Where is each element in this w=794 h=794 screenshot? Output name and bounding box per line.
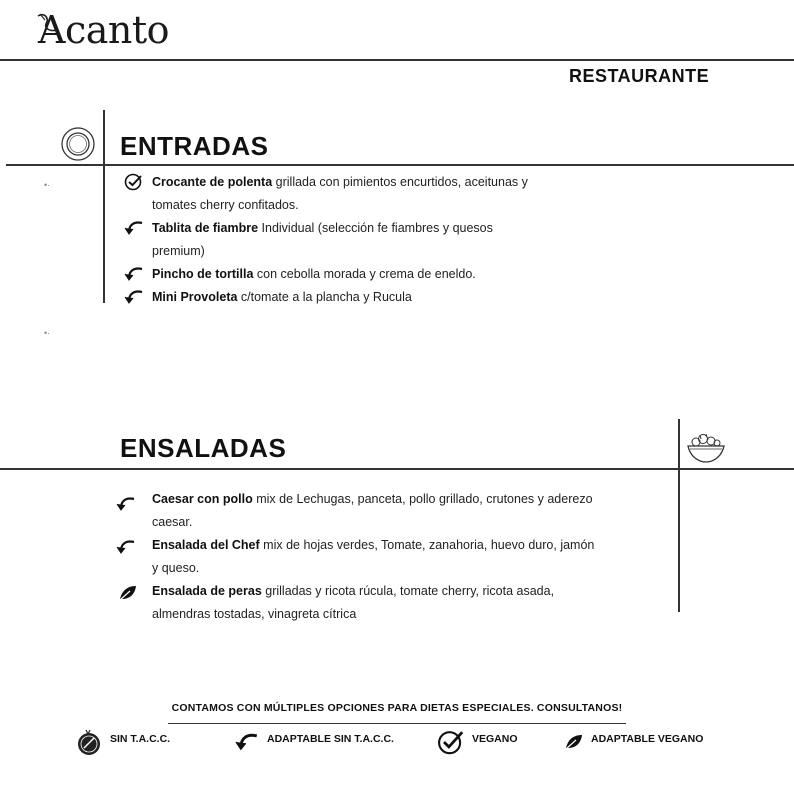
curved-arrow-icon (124, 219, 144, 237)
item-desc-cont: premium) (152, 244, 205, 258)
item-desc: grilladas y ricota rúcula, tomate cherry, ricota asada, (261, 584, 555, 598)
brand-subtitle: RESTAURANTE (569, 66, 710, 86)
curved-arrow-icon (124, 288, 144, 306)
section-title-entradas: ENTRADAS (120, 131, 269, 161)
item-name: Tablita de fiambre (152, 221, 259, 235)
leaf-icon (563, 733, 585, 751)
ensaladas-vertical-rule (678, 419, 680, 612)
vegan-check-icon (124, 173, 144, 191)
menu-item (152, 217, 612, 263)
item-name: Crocante de polenta (152, 175, 273, 189)
sin-tacc-seal-icon (76, 728, 102, 758)
plate-icon (60, 126, 96, 162)
curved-arrow-icon (234, 731, 260, 753)
vegan-check-icon (437, 729, 465, 755)
item-name: Ensalada de peras (152, 584, 262, 598)
menu-item (152, 263, 612, 286)
menu-item (152, 286, 612, 309)
item-desc: con cebolla morada y crema de eneldo. (253, 267, 476, 281)
menu-item (152, 534, 612, 580)
salad-bowl-icon (686, 430, 726, 464)
item-name: Ensalada del Chef (152, 538, 260, 552)
curved-arrow-icon (116, 538, 136, 556)
legend-label-sin-tacc: SIN T.A.C.C. (110, 733, 171, 745)
curved-arrow-icon (116, 495, 136, 513)
decorative-mark: •· (44, 328, 51, 338)
item-name: Pincho de tortilla (152, 267, 254, 281)
item-name: Caesar con pollo (152, 492, 253, 506)
dietary-note: CONTAMOS CON MÚLTIPLES OPCIONES PARA DIETAS ESPECIALES. CONSULTANOS! (171, 702, 623, 714)
footer-divider (168, 723, 626, 724)
leaf-icon (118, 584, 138, 602)
item-desc-cont: almendras tostadas, vinagreta cítrica (152, 607, 357, 621)
section-title-ensaladas: ENSALADAS (120, 433, 287, 463)
menu-item (152, 488, 612, 534)
decorative-mark: •· (44, 180, 51, 190)
legend-label-adaptable-vegano: ADAPTABLE VEGANO (591, 733, 704, 745)
curved-arrow-icon (124, 265, 144, 283)
brand-logo: Acanto (38, 8, 170, 52)
item-desc-cont: tomates cherry confitados. (152, 198, 299, 212)
item-desc-cont: caesar. (152, 515, 193, 529)
legend-label-vegano: VEGANO (472, 733, 518, 745)
header-divider (0, 59, 794, 61)
menu-item (152, 580, 612, 626)
item-desc: mix de hojas verdes, Tomate, zanahoria, huevo duro, jamón (259, 538, 595, 552)
ensaladas-divider (0, 468, 794, 470)
entradas-vertical-rule (103, 110, 105, 303)
item-desc: mix de Lechugas, panceta, pollo grillado, crutones y aderezo (252, 492, 593, 506)
legend-label-adaptable-sin-tacc: ADAPTABLE SIN T.A.C.C. (267, 733, 394, 745)
item-name: Mini Provoleta (152, 290, 238, 304)
item-desc: grillada con pimientos encurtidos, aceitunas y (272, 175, 528, 189)
item-desc: c/tomate a la plancha y Rucula (237, 290, 412, 304)
item-desc-cont: y queso. (152, 561, 200, 575)
item-desc: Individual (selección fe fiambres y quesos (258, 221, 493, 235)
entradas-divider (6, 164, 794, 166)
menu-item (152, 171, 612, 217)
